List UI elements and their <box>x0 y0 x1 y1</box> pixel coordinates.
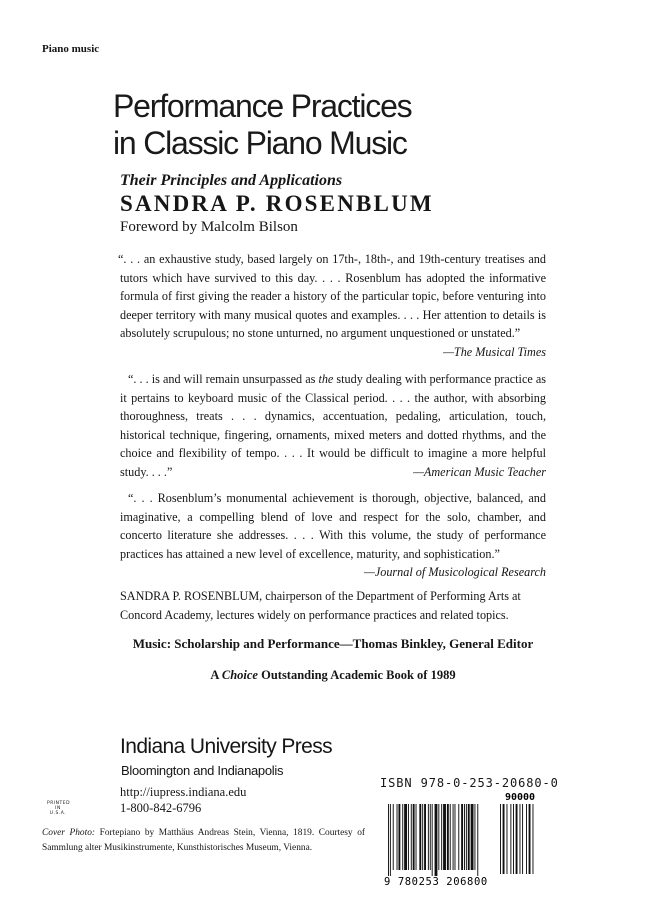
addon-bar <box>500 804 501 874</box>
barcode-bar <box>398 804 400 870</box>
book-author: SANDRA P. ROSENBLUM <box>120 191 434 216</box>
publisher-phone: 1-800-842-6796 <box>120 801 202 815</box>
barcode-bar <box>477 804 478 876</box>
quote-source: —Journal of Musicological Research <box>364 565 546 580</box>
quote-emphasis: the <box>318 372 334 386</box>
barcode-bar <box>447 804 449 870</box>
quote-source: —American Music Teacher <box>413 464 546 479</box>
cover-credit-text: Fortepiano by Matthäus Andreas Stein, Vienna, 1819. Courtesy of Sammlung alter Musikinstrumente, Kunsthistorisches Museum, Vienna. <box>42 828 366 853</box>
review-quote <box>120 250 546 362</box>
barcode-bar <box>464 804 465 870</box>
barcode-bar <box>393 804 394 870</box>
review-quote <box>120 489 546 582</box>
addon-bar <box>526 804 527 874</box>
barcode-bar <box>404 804 407 870</box>
foreword-credit: Foreword by Malcolm Bilson <box>120 219 298 235</box>
publisher-name: Indiana University Press <box>120 735 333 758</box>
barcode-bar <box>441 804 442 870</box>
addon-bar <box>507 804 508 874</box>
book-subtitle: Their Principles and Applications <box>120 172 343 189</box>
addon-bar <box>522 804 523 874</box>
barcode-bar <box>461 804 463 870</box>
award-suffix: Outstanding Academic Book of 1989 <box>257 668 456 682</box>
quote-text: “. . . an exhaustive study, based largely on 17th-, 18th-, and 19th-century treatises and tutors which have survived to this day. . . . Rosenblum has adopted the informative formula of first giving the reader a history of the particular topic, before venturing into deeper territory with many musical quotes and examples. . . . Her attention to details is absolutely scrupulous; no stone unturned, no argument unquestioned or unstated.” <box>118 252 546 341</box>
addon-bar <box>529 804 531 874</box>
award-italic: Choice <box>221 668 258 682</box>
publisher-place: Bloomington and Indianapolis <box>121 763 284 778</box>
barcode-bar <box>430 804 431 870</box>
barcode-bar <box>468 804 470 870</box>
cover-credit-label: Cover Photo: <box>42 828 96 838</box>
addon-bar <box>520 804 521 874</box>
addon-bar <box>510 804 511 874</box>
barcode-digits: 9 780253 206800 <box>384 876 488 886</box>
addon-digits: 90000 <box>504 792 536 803</box>
isbn-barcode <box>382 790 544 886</box>
barcode-bar <box>438 804 439 870</box>
barcode-bar <box>419 804 421 870</box>
barcode-bar <box>471 804 474 870</box>
addon-bar <box>513 804 514 874</box>
barcode-bar <box>397 804 398 870</box>
barcode-bar <box>402 804 403 870</box>
addon-bar <box>516 804 518 874</box>
book-title <box>113 88 411 162</box>
barcode-bar <box>458 804 459 870</box>
category-label: Piano music <box>42 43 100 55</box>
barcode-bar <box>413 804 415 870</box>
barcode-bar <box>422 804 423 870</box>
barcode-bar <box>428 804 429 870</box>
quote-text: “. . . Rosenblum’s monumental achievement is thorough, objective, balanced, and imaginative, a compelling blend of love and respect for the solo, chamber, and concerto literature she addresses. . . . With this volume, the study of performance practices has attained a new level of excellence, maturity, and sophistication.” <box>120 491 546 561</box>
barcode-bar <box>453 804 454 870</box>
barcode-bar <box>388 804 389 876</box>
barcode-bar <box>411 804 412 870</box>
title-line-1: Performance Practices <box>113 88 412 124</box>
barcode-bar <box>450 804 451 870</box>
author-bio: SANDRA P. ROSENBLUM, chairperson of the Department of Performing Arts at Concord Academy, lectures widely on performance practices and related topics. <box>120 589 521 622</box>
addon-bar <box>533 804 534 874</box>
ean-bars <box>388 804 478 876</box>
quote-text: “. . . is and will remain unsurpassed as <box>128 372 319 386</box>
publisher-url: http://iupress.indiana.edu <box>120 785 247 799</box>
barcode-bar <box>424 804 426 870</box>
barcode-bar <box>443 804 446 870</box>
printed-in-usa-mark: PRINTED IN U.S.A. <box>47 801 71 816</box>
barcode-bar <box>466 804 467 870</box>
barcode-bar <box>435 804 438 876</box>
addon-bars <box>500 804 533 874</box>
cover-credit <box>42 826 365 855</box>
award-prefix: A <box>210 668 222 682</box>
addon-bar <box>503 804 505 874</box>
review-quote <box>120 370 546 482</box>
barcode-bar <box>416 804 417 870</box>
barcode-bar <box>455 804 456 870</box>
barcode-bar <box>474 804 475 870</box>
barcode-bar <box>408 804 409 870</box>
award-line <box>120 668 546 683</box>
quote-text-continued: study dealing with performance practice as it pertains to keyboard music of the Classical period. . . . the author, with absorbing thoroughness, treats . . . dynamics, accentuation, pedaling, articulation, touch, historical technique, fingering, ornaments, mixed meters and dotted rhythms, and the choice and flexibility of tempo. . . . It would be difficult to imagine a more helpful study. . . .” <box>120 372 546 479</box>
barcode-bar <box>432 804 433 876</box>
isbn-label: ISBN 978-0-253-20680-0 <box>380 776 559 790</box>
barcode-bar <box>390 804 391 876</box>
quote-source: —The Musical Times <box>443 344 546 359</box>
title-line-2: in Classic Piano Music <box>113 125 407 161</box>
series-credit: Music: Scholarship and Performance—Thomas Binkley, General Editor <box>132 636 534 651</box>
